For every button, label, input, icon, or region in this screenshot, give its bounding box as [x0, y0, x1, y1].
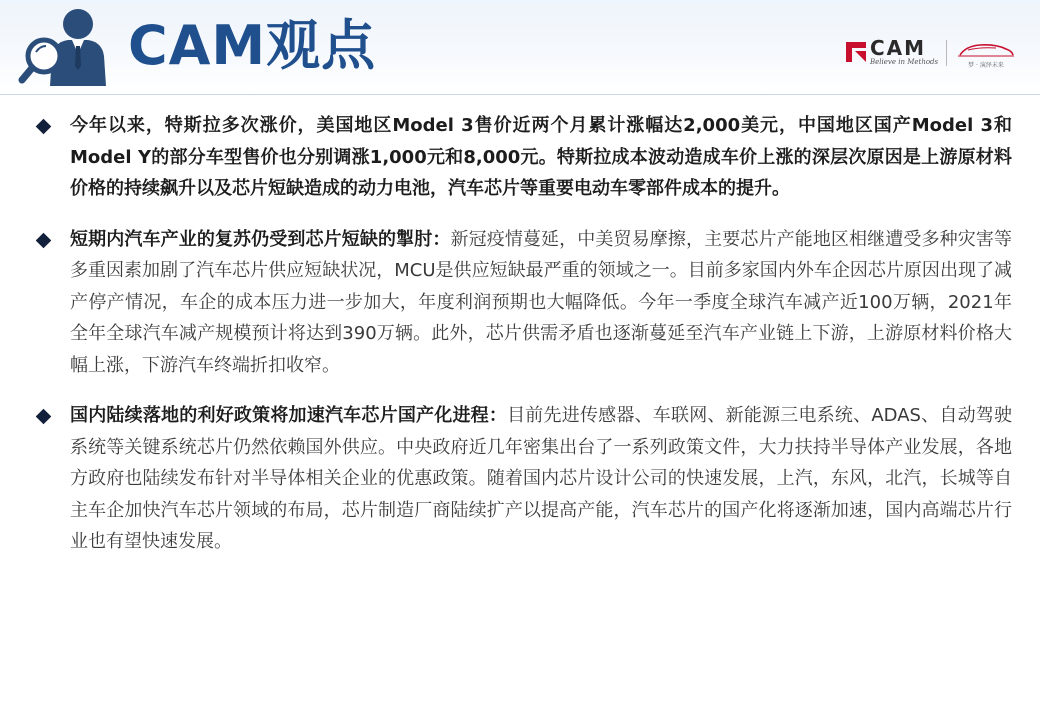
bullet-paragraph: [70, 400, 1012, 558]
bullet-text: 今年以来，特斯拉多次涨价，美国地区Model 3售价近两个月累计涨幅达2,000美元，中国地区国产Model 3和Model Y的部分车型售价也分别调涨1,000元和8,000元。特斯拉成本波动造成车价上涨的深层次原因是上游原材料价格的持续飙升以及芯片短缺造成的动力电池，汽车芯片等重要电动车零部件成本的提升。: [70, 115, 1012, 199]
bullet-item: [36, 224, 1012, 382]
logo-divider: [946, 40, 947, 66]
bullet-list: [36, 110, 1012, 558]
header-divider: [0, 94, 1040, 95]
cam-tagline: Believe in Methods: [870, 58, 939, 66]
partner-tagline: 梦 · 演绎未来: [968, 62, 1004, 69]
bullet-text: 新冠疫情蔓延，中美贸易摩擦，主要芯片产能地区相继遭受多种灾害等多重因素加剧了汽车芯片供应短缺状况，MCU是供应短缺最严重的领域之一。目前多家国内外车企因芯片原因出现了减产停产情况，车企的成本压力进一步加大，年度利润预期也大幅降低。今年一季度全球汽车减产近100万辆，2021年全年全球汽车减产规模预计将达到390万辆。此外，芯片供需矛盾也逐渐蔓延至汽车产业链上下游，上游原材料价格大幅上涨，下游汽车终端折扣收窄。: [70, 228, 1012, 376]
bullet-item: [36, 400, 1012, 558]
car-silhouette-icon: [956, 40, 1016, 60]
analyst-magnifier-icon: [18, 4, 114, 88]
diamond-bullet-icon: [36, 119, 52, 135]
bullet-lead: 国内陆续落地的利好政策将加速汽车芯片国产化进程：: [70, 405, 508, 426]
diamond-bullet-icon: [36, 232, 52, 248]
page-title: CAM观点: [128, 14, 377, 77]
diamond-bullet-icon: [36, 409, 52, 425]
bullet-item: [36, 110, 1012, 205]
cam-wordmark: CAM: [870, 36, 927, 60]
bullet-lead: 短期内汽车产业的复苏仍受到芯片短缺的掣肘：: [70, 228, 451, 250]
bullet-paragraph: [70, 224, 1012, 382]
partner-logo: [956, 40, 1016, 70]
bullet-text: 目前先进传感器、车联网、新能源三电系统、ADAS、自动驾驶系统等关键系统芯片仍然依赖国外供应。中央政府近几年密集出台了一系列政策文件，大力扶持半导体产业发展，各地方政府也陆续发布针对半导体相关企业的优惠政策。随着国内芯片设计公司的快速发展，上汽，东风，北汽，长城等自主车企加快汽车芯片领域的布局，芯片制造厂商陆续扩产以提高产能，汽车芯片的国产化将逐渐加速，国内高端芯片行业也有望快速发展。: [70, 405, 1012, 552]
cam-logo: [844, 36, 939, 70]
cam-logo-mark-icon: [844, 40, 868, 64]
